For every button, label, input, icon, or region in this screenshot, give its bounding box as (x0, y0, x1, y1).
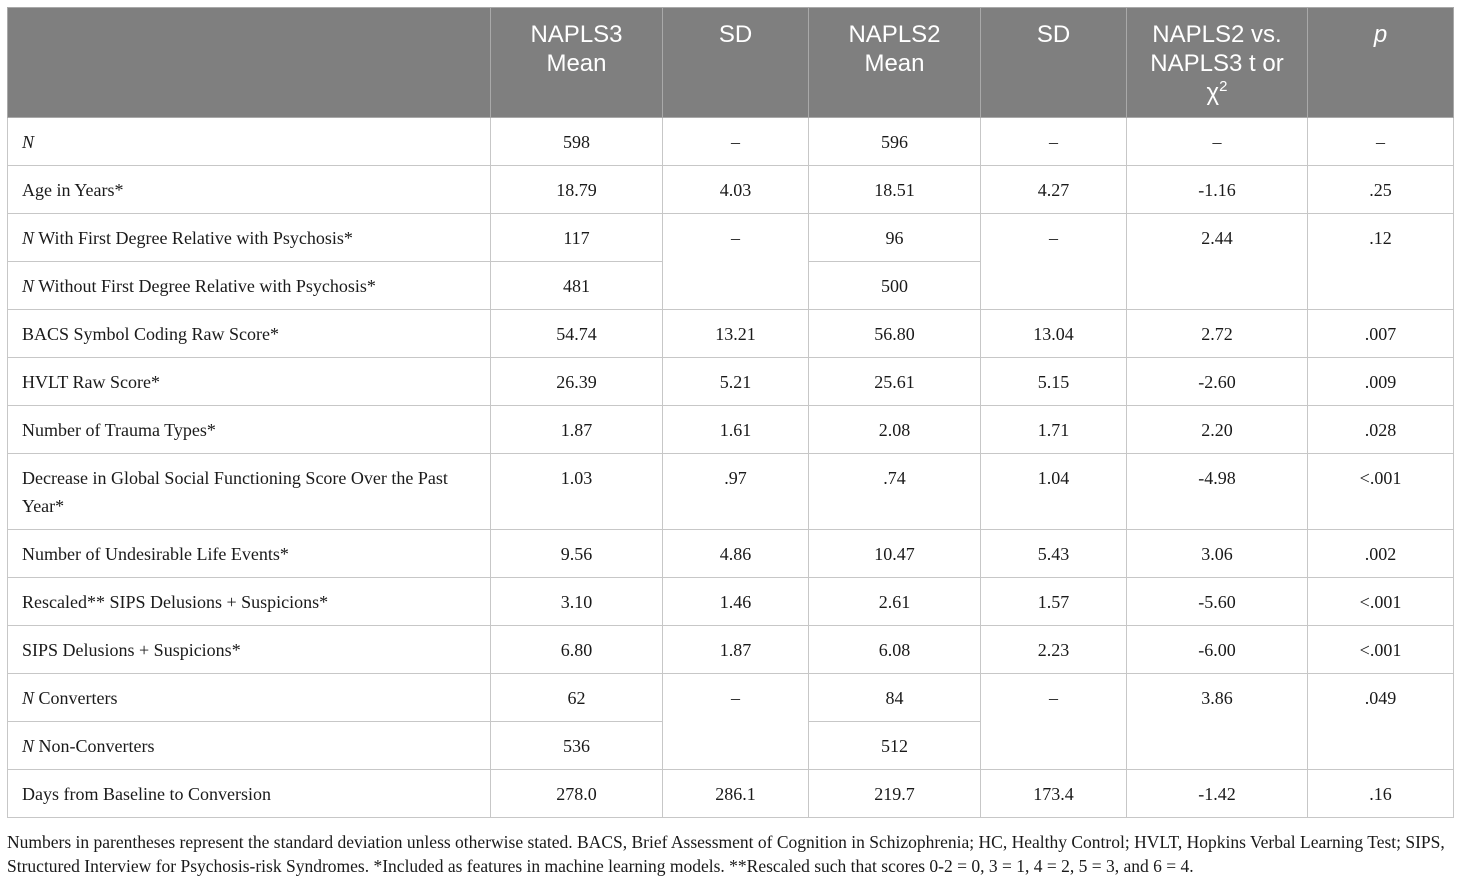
row-label: SIPS Delusions + Suspicions* (8, 626, 491, 674)
cell-sd3: – (663, 214, 809, 310)
table-row (8, 770, 1454, 818)
row-label: Decrease in Global Social Functioning Score Over the Past Year* (8, 454, 491, 530)
cell-p: <.001 (1308, 578, 1454, 626)
header-sd-napls2: SD (981, 8, 1127, 118)
cell-napls3: 536 (491, 722, 663, 770)
table-row (8, 118, 1454, 166)
cell-p: .002 (1308, 530, 1454, 578)
cell-napls2: 512 (809, 722, 981, 770)
table-row (8, 358, 1454, 406)
cell-napls2: 6.08 (809, 626, 981, 674)
cell-test: -4.98 (1127, 454, 1308, 530)
cell-napls2: 2.08 (809, 406, 981, 454)
header-blank (8, 8, 491, 118)
cell-sd3: 1.46 (663, 578, 809, 626)
italic-n: N (22, 688, 35, 708)
italic-n: N (22, 276, 35, 296)
cell-napls2: 84 (809, 674, 981, 722)
cell-napls3: 598 (491, 118, 663, 166)
cell-p: <.001 (1308, 454, 1454, 530)
table-footnote: Numbers in parentheses represent the standard deviation unless otherwise stated. BACS, Brief Assessment of Cognition in Schizophrenia; HC, Healthy Control; HVLT, Hopkins Verbal Learning Test; SIPS, Structured Interview for Psychosis-risk Syndromes. *Included as features in machine learning models. **Rescaled such that scores 0-2 = 0, 3 = 1, 4 = 2, 5 = 3, and 6 = 4. (7, 832, 1445, 876)
table-row (8, 214, 1454, 262)
cell-sd2: 1.57 (981, 578, 1127, 626)
cell-napls3: 26.39 (491, 358, 663, 406)
cell-sd3: 1.87 (663, 626, 809, 674)
table-row (8, 406, 1454, 454)
row-label: Rescaled** SIPS Delusions + Suspicions* (8, 578, 491, 626)
cell-napls3: 1.87 (491, 406, 663, 454)
cell-sd2: 2.23 (981, 626, 1127, 674)
cell-napls2: .74 (809, 454, 981, 530)
cell-test: 3.06 (1127, 530, 1308, 578)
cell-test: 2.20 (1127, 406, 1308, 454)
comparison-table (7, 7, 1454, 818)
cell-napls2: 2.61 (809, 578, 981, 626)
header-sd-napls3: SD (663, 8, 809, 118)
row-label: N With First Degree Relative with Psychosis* (8, 214, 491, 262)
cell-napls3: 1.03 (491, 454, 663, 530)
cell-napls3: 117 (491, 214, 663, 262)
cell-p: <.001 (1308, 626, 1454, 674)
cell-sd2: 4.27 (981, 166, 1127, 214)
cell-sd3: – (663, 674, 809, 770)
row-label: N Without First Degree Relative with Psychosis* (8, 262, 491, 310)
cell-sd3: .97 (663, 454, 809, 530)
italic-n: N (22, 228, 35, 248)
row-label: Days from Baseline to Conversion (8, 770, 491, 818)
table-row (8, 454, 1454, 530)
cell-napls2: 219.7 (809, 770, 981, 818)
cell-p: .12 (1308, 214, 1454, 310)
cell-sd3: 4.03 (663, 166, 809, 214)
header-test-statistic (1127, 8, 1308, 118)
table-row (8, 578, 1454, 626)
table-row (8, 166, 1454, 214)
cell-p: .009 (1308, 358, 1454, 406)
cell-napls3: 481 (491, 262, 663, 310)
cell-napls2: 96 (809, 214, 981, 262)
cell-sd2: 13.04 (981, 310, 1127, 358)
cell-test: -1.42 (1127, 770, 1308, 818)
cell-sd3: 4.86 (663, 530, 809, 578)
header-napls3-mean: NAPLS3 Mean (491, 8, 663, 118)
cell-p: .16 (1308, 770, 1454, 818)
cell-sd2: 173.4 (981, 770, 1127, 818)
cell-test: -1.16 (1127, 166, 1308, 214)
row-label: Number of Undesirable Life Events* (8, 530, 491, 578)
table-row (8, 674, 1454, 722)
cell-napls2: 500 (809, 262, 981, 310)
cell-sd2: 5.43 (981, 530, 1127, 578)
cell-test: – (1127, 118, 1308, 166)
italic-n: N (22, 132, 35, 152)
cell-napls3: 9.56 (491, 530, 663, 578)
cell-sd3: 1.61 (663, 406, 809, 454)
row-label: Number of Trauma Types* (8, 406, 491, 454)
cell-napls2: 18.51 (809, 166, 981, 214)
cell-test: 2.44 (1127, 214, 1308, 310)
cell-sd3: – (663, 118, 809, 166)
table-row (8, 626, 1454, 674)
italic-n: N (22, 736, 35, 756)
cell-napls3: 3.10 (491, 578, 663, 626)
cell-test: -5.60 (1127, 578, 1308, 626)
cell-test: -2.60 (1127, 358, 1308, 406)
cell-p: .007 (1308, 310, 1454, 358)
row-label (8, 118, 491, 166)
cell-napls3: 62 (491, 674, 663, 722)
cell-napls2: 10.47 (809, 530, 981, 578)
cell-test: 3.86 (1127, 674, 1308, 770)
row-label: Age in Years* (8, 166, 491, 214)
cell-p: .049 (1308, 674, 1454, 770)
table-row (8, 530, 1454, 578)
cell-sd2: – (981, 674, 1127, 770)
row-label: N Converters (8, 674, 491, 722)
row-label: BACS Symbol Coding Raw Score* (8, 310, 491, 358)
cell-sd2: 1.04 (981, 454, 1127, 530)
cell-sd2: 5.15 (981, 358, 1127, 406)
cell-sd2: – (981, 118, 1127, 166)
cell-napls3: 18.79 (491, 166, 663, 214)
cell-p: – (1308, 118, 1454, 166)
cell-sd3: 13.21 (663, 310, 809, 358)
cell-sd3: 5.21 (663, 358, 809, 406)
row-label: HVLT Raw Score* (8, 358, 491, 406)
cell-sd2: 1.71 (981, 406, 1127, 454)
data-table-container (7, 7, 1453, 818)
cell-napls2: 25.61 (809, 358, 981, 406)
header-p-value: p (1308, 8, 1454, 118)
cell-sd3: 286.1 (663, 770, 809, 818)
cell-napls3: 54.74 (491, 310, 663, 358)
header-row (8, 8, 1454, 118)
cell-napls2: 596 (809, 118, 981, 166)
cell-p: .028 (1308, 406, 1454, 454)
cell-p: .25 (1308, 166, 1454, 214)
cell-test: 2.72 (1127, 310, 1308, 358)
cell-sd2: – (981, 214, 1127, 310)
table-row (8, 310, 1454, 358)
cell-napls3: 278.0 (491, 770, 663, 818)
header-napls2-mean: NAPLS2 Mean (809, 8, 981, 118)
cell-test: -6.00 (1127, 626, 1308, 674)
header-test-superscript: 2 (1219, 78, 1228, 95)
cell-napls3: 6.80 (491, 626, 663, 674)
row-label: N Non-Converters (8, 722, 491, 770)
header-test-text: NAPLS2 vs. NAPLS3 t or χ (1150, 21, 1284, 106)
cell-napls2: 56.80 (809, 310, 981, 358)
